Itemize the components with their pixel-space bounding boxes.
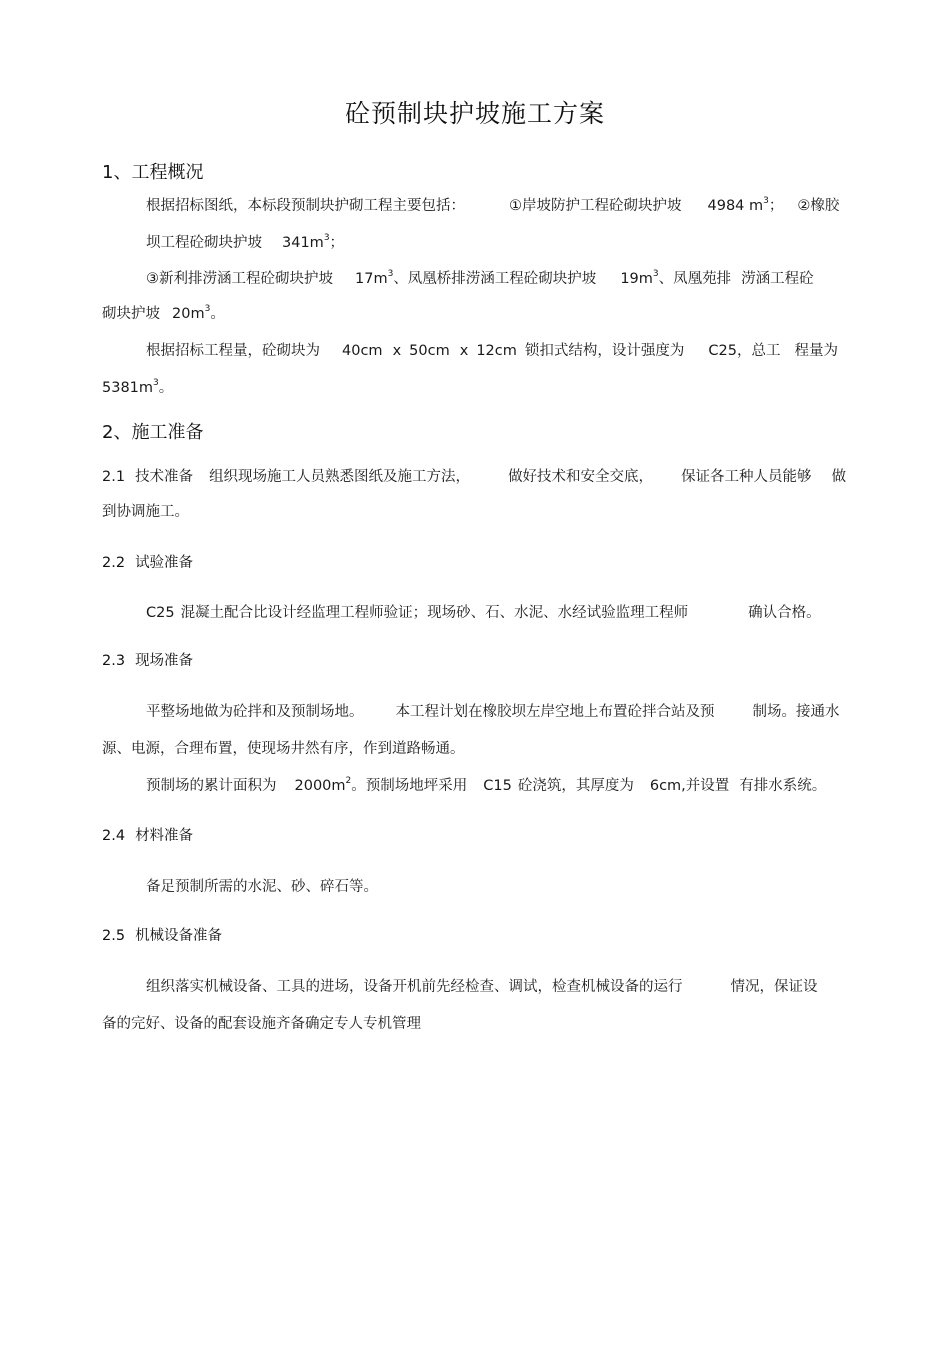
text-span: 预制场的累计面积为 <box>146 778 277 794</box>
superscript: 3 <box>153 378 159 388</box>
text-span: 4984 m <box>707 198 764 214</box>
text-span: 19m <box>620 271 653 287</box>
text-span: 5381m <box>102 380 154 396</box>
subsection-label: 材料准备 <box>135 828 194 844</box>
text-span: 保证各工种人员能够 <box>681 469 812 485</box>
text-span: 备的完好、设备的配套设施齐备确定专人专机管理 <box>102 1016 421 1032</box>
text-span: 制场。接通水 <box>752 704 840 720</box>
text-span: 砌块护坡 <box>102 306 160 322</box>
paragraph-line <box>102 465 846 486</box>
text-span: 砼浇筑，其厚度为 <box>517 778 634 794</box>
paragraph-line <box>146 267 814 288</box>
subsection-heading-materials <box>102 824 193 845</box>
paragraph-line <box>146 875 378 896</box>
section-heading-preparation: 2、施工准备 <box>102 422 204 443</box>
text-span: 20m <box>172 306 205 322</box>
text-span: 。 <box>210 306 225 322</box>
text-span: 锁扣式结构，设计强度为 <box>524 343 685 359</box>
section-heading-overview: 1、工程概况 <box>102 162 204 183</box>
text-span: C25 <box>708 343 737 359</box>
superscript: 3 <box>387 269 394 279</box>
text-span: 。 <box>158 380 174 396</box>
paragraph-line <box>146 774 826 795</box>
text-span: 坝工程砼砌块护坡 <box>146 235 262 251</box>
paragraph-line <box>146 601 821 622</box>
text-span: 根据招标图纸，本标段预制块护砌工程主要包括： <box>146 198 465 214</box>
text-span: 6cm, <box>649 778 686 794</box>
text-span: 有排水系统。 <box>739 778 827 794</box>
text-span: C15 <box>483 778 512 794</box>
text-span: 源、电源，合理布置，使现场井然有序，作到道路畅通。 <box>102 741 465 757</box>
subsection-label: 现场准备 <box>135 653 194 669</box>
text-span: 做好技术和安全交底， <box>508 469 654 485</box>
paragraph-line <box>146 700 840 721</box>
paragraph-line <box>102 737 465 758</box>
text-span: ③新利排涝涵工程砼砌块护坡 <box>146 271 333 287</box>
subsection-number: 2.5 <box>102 928 126 944</box>
subsection-number: 2.3 <box>102 653 126 669</box>
text-span: x <box>392 343 402 359</box>
subsection-number: 2.1 <box>102 469 126 485</box>
text-span: ； <box>329 235 345 251</box>
text-span: 组织现场施工人员熟悉图纸及施工方法， <box>209 469 471 485</box>
text-span: 程量为 <box>794 343 838 359</box>
text-span: 40cm <box>342 343 383 359</box>
subsection-label: 技术准备 <box>135 469 194 485</box>
text-span: 做 <box>831 469 847 485</box>
text-span: 50cm <box>409 343 450 359</box>
text-span: ，总工 <box>736 343 781 359</box>
text-span: 情况，保证设 <box>730 979 818 995</box>
superscript: 3 <box>204 304 211 314</box>
text-span: 12cm <box>476 343 517 359</box>
text-span: 到协调施工。 <box>102 504 189 520</box>
text-span: 备足预制所需的水泥、砂、碎石等。 <box>146 879 378 895</box>
subsection-number: 2.4 <box>102 828 126 844</box>
text-span: 341m <box>282 235 324 251</box>
text-span: ②橡胶 <box>797 198 840 214</box>
subsection-heading-testing <box>102 551 193 572</box>
text-span: ①岸坡防护工程砼砌块护坡 <box>509 198 682 214</box>
paragraph-line <box>146 975 818 996</box>
text-span: 、凤凰桥排涝涵工程砼砌块护坡 <box>393 271 597 287</box>
subsection-label: 试验准备 <box>135 555 194 571</box>
paragraph-line <box>146 339 838 360</box>
superscript: 3 <box>652 269 659 279</box>
text-span: 2000m <box>294 778 346 794</box>
text-span: 混凝土配合比设计经监理工程师验证；现场砂、石、水泥、水经试验监理工程师 <box>180 605 689 621</box>
paragraph-line <box>102 500 189 521</box>
text-span: 确认合格。 <box>748 605 821 621</box>
subsection-heading-equipment <box>102 924 222 945</box>
superscript: 3 <box>763 196 769 206</box>
superscript: 3 <box>323 233 330 243</box>
text-span: 根据招标工程量，砼砌块为 <box>146 343 320 359</box>
text-span: 本工程计划在橡胶坝左岸空地上布置砼拌合站及预 <box>395 704 715 720</box>
subsection-heading-site <box>102 649 193 670</box>
text-span: ； <box>768 198 784 214</box>
paragraph-line <box>146 194 839 215</box>
text-span: x <box>459 343 469 359</box>
paragraph-line <box>102 1012 421 1033</box>
paragraph-line <box>102 376 173 397</box>
text-span: 17m <box>355 271 388 287</box>
text-span: 组织落实机械设备、工具的进场，设备开机前先经检查、调试，检查机械设备的运行 <box>146 979 683 995</box>
paragraph-line <box>102 302 225 323</box>
subsection-label: 机械设备准备 <box>135 928 223 944</box>
text-span: 。预制场地坪采用 <box>351 778 468 794</box>
paragraph-line <box>146 231 344 252</box>
text-span: 、凤凰苑排 <box>658 271 732 287</box>
text-span: C25 <box>146 605 175 621</box>
superscript: 2 <box>345 776 352 786</box>
document-title: 砼预制块护坡施工方案 <box>344 99 605 128</box>
text-span: 平整场地做为砼拌和及预制场地。 <box>146 704 364 720</box>
text-span: 并设置 <box>685 778 730 794</box>
subsection-number: 2.2 <box>102 555 126 571</box>
text-span: 涝涵工程砼 <box>741 271 814 287</box>
